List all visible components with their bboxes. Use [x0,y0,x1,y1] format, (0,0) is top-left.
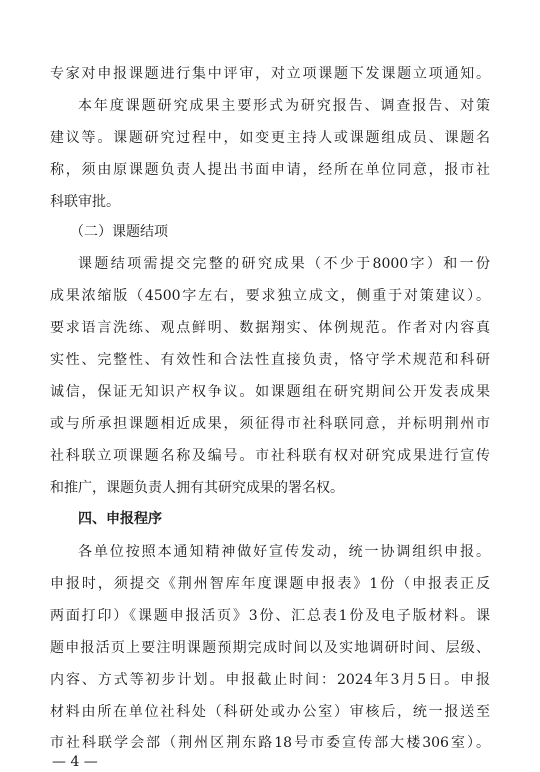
paragraph-line: 和推广，课题负责人拥有其研究成果的署名权。 [50,480,344,496]
paragraph-line: 或与所承担课题相近成果，须征得市社科联同意，并标明荆州市 [50,416,490,432]
paragraph-line: 本年度课题研究成果主要形式为研究报告、调查报告、对策 [78,98,490,114]
paragraph-line: 题申报活页上要注明课题预期完成时间以及实地调研时间、层级、 [50,640,490,656]
paragraph-line: 材料由所在单位社科处（科研处或办公室）审核后，统一报送至 [50,704,490,720]
section-heading: 四、申报程序 [78,511,162,527]
paragraph-line: 两面打印）《课题申报活页》3份、汇总表1份及电子版材料。课 [50,608,490,624]
paragraph-line: 社科联立项课题名称及编号。市社科联有权对研究成果进行宣传 [50,448,490,464]
paragraph-line: 建议等。课题研究过程中，如变更主持人或课题组成员、课题名 [50,130,490,146]
paragraph-line: 申报时，须提交《荆州智库年度课题申报表》1份（申报表正反 [50,576,490,592]
paragraph-line: 课题结项需提交完整的研究成果（不少于8000字）和一份 [78,256,490,272]
paragraph-line: 各单位按照本通知精神做好宣传发动，统一协调组织申报。 [78,544,490,560]
paragraph-line: 诚信，保证无知识产权争议。如课题组在研究期间公开发表成果 [50,384,490,400]
paragraph-line: 成果浓缩版（4500字左右，要求独立成文，侧重于对策建议）。 [50,288,490,304]
paragraph-line: 专家对申报课题进行集中评审，对立项课题下发课题立项通知。 [50,66,490,82]
paragraph-line: 称，须由原课题负责人提出书面申请，经所在单位同意，报市社 [50,162,490,178]
paragraph-line: 内容、方式等初步计划。申报截止时间：2024年3月5日。申报 [50,672,490,688]
paragraph-line: 科联审批。 [50,194,120,210]
paragraph-line: 要求语言洗练、观点鲜明、数据翔实、体例规范。作者对内容真 [50,320,490,336]
paragraph-line: 市社科联学会部（荆州区荆东路18号市委宣传部大楼306室）。 [50,735,490,751]
section-subheading: （二）课题结项 [70,224,168,240]
page-number: — 4 — [52,754,98,770]
paragraph-line: 实性、完整性、有效性和合法性直接负责，恪守学术规范和科研 [50,352,490,368]
